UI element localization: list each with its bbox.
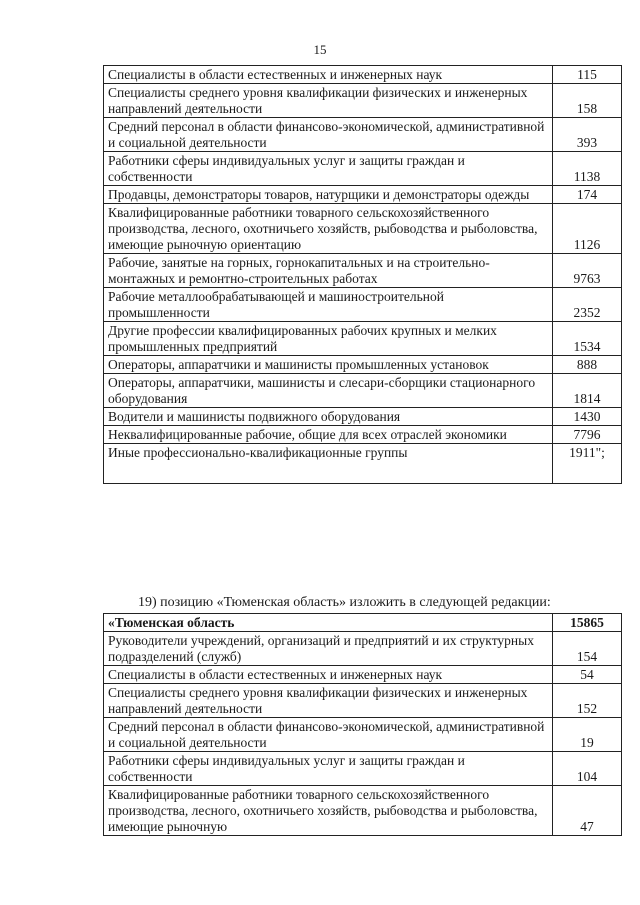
table-row (104, 118, 622, 152)
occupation-table-tyumen (103, 613, 622, 836)
table-row (104, 786, 622, 836)
table-row (104, 408, 622, 426)
occupation-name-cell: Операторы, аппаратчики и машинисты промышленных установок (104, 356, 553, 374)
table-row (104, 684, 622, 718)
table-row (104, 204, 622, 254)
instruction-text: 19) позицию «Тюменская область» изложить в следующей редакции: (138, 595, 551, 610)
occupation-name-cell: Специалисты среднего уровня квалификации физических и инженерных направлений деятельности (104, 84, 553, 118)
occupation-count-cell: 1814 (553, 374, 622, 408)
occupation-count-cell: 888 (553, 356, 622, 374)
occupation-count-cell: 1138 (553, 152, 622, 186)
occupation-name-cell: Продавцы, демонстраторы товаров, натурщики и демонстраторы одежды (104, 186, 553, 204)
table-row (104, 254, 622, 288)
page-number: 15 (313, 42, 327, 57)
table-row (104, 152, 622, 186)
occupation-name-cell: Специалисты в области естественных и инженерных наук (104, 666, 553, 684)
occupation-name-cell: Рабочие, занятые на горных, горнокапитальных и на строительно-монтажных и ремонтно-строительных работах (104, 254, 553, 288)
table-row (104, 444, 622, 484)
occupation-count-cell: 154 (553, 632, 622, 666)
occupation-name-cell: Неквалифицированные рабочие, общие для всех отраслей экономики (104, 426, 553, 444)
occupation-count-cell: 158 (553, 84, 622, 118)
table-row (104, 632, 622, 666)
table-row (104, 666, 622, 684)
region-total-cell: 15865 (553, 614, 622, 632)
table-row (104, 288, 622, 322)
occupation-count-cell: 1126 (553, 204, 622, 254)
occupation-name-cell: Средний персонал в области финансово-экономической, административной и социальной деятельности (104, 718, 553, 752)
occupation-name-cell: Квалифицированные работники товарного сельскохозяйственного производства, лесного, охотничьего хозяйств, рыбоводства и рыболовства, имеющие рыночную ориентацию (104, 204, 553, 254)
occupation-count-cell: 7796 (553, 426, 622, 444)
occupation-name-cell: Средний персонал в области финансово-экономической, административной и социальной деятельности (104, 118, 553, 152)
table-row (104, 356, 622, 374)
occupation-count-cell: 115 (553, 66, 622, 84)
occupation-name-cell: Другие профессии квалифицированных рабочих крупных и мелких промышленных предприятий (104, 322, 553, 356)
table-row (104, 66, 622, 84)
occupation-name-cell: Специалисты среднего уровня квалификации физических и инженерных направлений деятельности (104, 684, 553, 718)
occupation-count-cell: 2352 (553, 288, 622, 322)
region-name-cell: «Тюменская область (104, 614, 553, 632)
occupation-count-cell: 54 (553, 666, 622, 684)
occupation-count-cell: 1534 (553, 322, 622, 356)
occupation-count-cell: 19 (553, 718, 622, 752)
occupation-name-cell: Руководители учреждений, организаций и предприятий и их структурных подразделений (служб) (104, 632, 553, 666)
occupation-count-cell: 1911"; (553, 444, 622, 484)
occupation-table-1 (103, 65, 622, 484)
table-row (104, 374, 622, 408)
table-row (104, 752, 622, 786)
occupation-name-cell: Квалифицированные работники товарного сельскохозяйственного производства, лесного, охотничьего хозяйств, рыбоводства и рыболовства, имеющие рыночную (104, 786, 553, 836)
table-row (104, 186, 622, 204)
occupation-count-cell: 152 (553, 684, 622, 718)
table-row (104, 322, 622, 356)
occupation-count-cell: 393 (553, 118, 622, 152)
occupation-count-cell: 104 (553, 752, 622, 786)
occupation-count-cell: 47 (553, 786, 622, 836)
occupation-name-cell: Работники сферы индивидуальных услуг и защиты граждан и собственности (104, 152, 553, 186)
occupation-name-cell: Специалисты в области естественных и инженерных наук (104, 66, 553, 84)
occupation-count-cell: 9763 (553, 254, 622, 288)
occupation-count-cell: 174 (553, 186, 622, 204)
table-row (104, 718, 622, 752)
occupation-name-cell: Работники сферы индивидуальных услуг и защиты граждан и собственности (104, 752, 553, 786)
table-header-row (104, 614, 622, 632)
table-row (104, 426, 622, 444)
occupation-name-cell: Рабочие металлообрабатывающей и машиностроительной промышленности (104, 288, 553, 322)
occupation-count-cell: 1430 (553, 408, 622, 426)
occupation-name-cell: Иные профессионально-квалификационные группы (104, 444, 553, 484)
occupation-name-cell: Водители и машинисты подвижного оборудования (104, 408, 553, 426)
occupation-name-cell: Операторы, аппаратчики, машинисты и слесари-сборщики стационарного оборудования (104, 374, 553, 408)
table-row (104, 84, 622, 118)
